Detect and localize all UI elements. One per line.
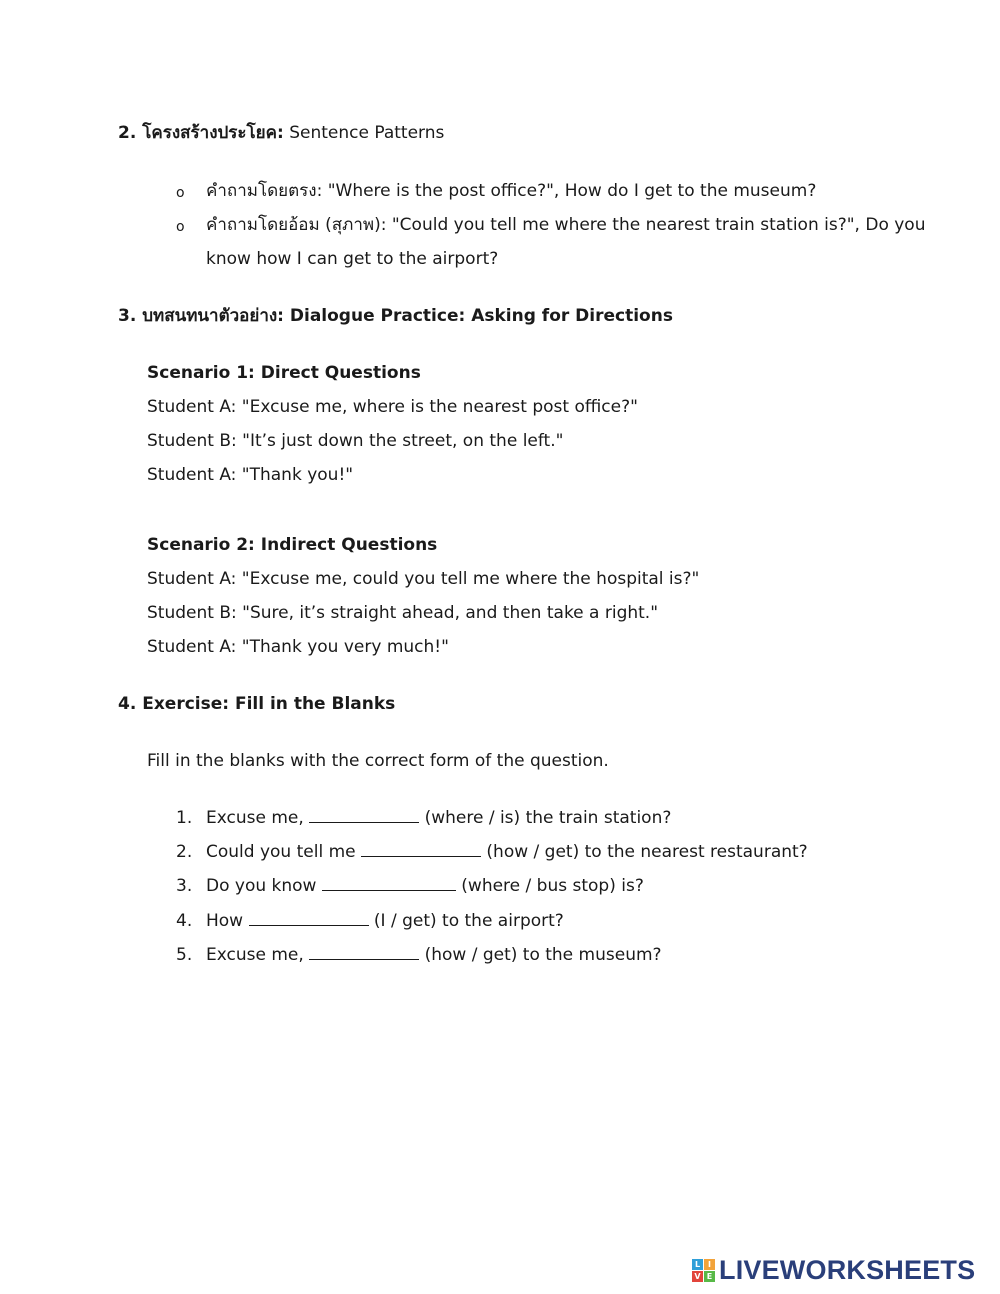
logo-text: LIVEWORKSHEETS (719, 1254, 976, 1285)
exercise-number: 1. (176, 808, 193, 828)
logo-mark-icon (692, 1259, 715, 1282)
answer-blank[interactable] (361, 841, 481, 857)
exercise-instruction: Fill in the blanks with the correct form of the question. (147, 751, 609, 771)
exercise-item (206, 841, 808, 863)
exercise-text-after: (how / get) to the museum? (419, 945, 662, 965)
exercise-number: 2. (176, 842, 193, 862)
scenario-1-title: Scenario 1: Direct Questions (147, 363, 421, 383)
exercise-text-before: Do you know (206, 876, 322, 896)
exercise-number: 3. (176, 876, 193, 896)
answer-blank[interactable] (309, 944, 419, 960)
exercise-text-after: (where / bus stop) is? (455, 876, 644, 896)
logo-mark-i: I (704, 1259, 715, 1270)
dialogue-line: Student A: "Thank you very much!" (147, 637, 449, 657)
bullet-marker: o (176, 219, 185, 235)
exercise-number: 4. (176, 911, 193, 931)
dialogue-line: Student A: "Excuse me, could you tell me where the hospital is?" (147, 569, 700, 589)
exercise-text-before: Could you tell me (206, 842, 362, 862)
exercise-number: 5. (176, 945, 193, 965)
answer-blank[interactable] (309, 807, 419, 823)
dialogue-line: Student A: "Thank you!" (147, 465, 354, 485)
exercise-text-before: How (206, 911, 249, 931)
exercise-item (206, 944, 662, 966)
logo-mark-l: L (692, 1259, 703, 1270)
dialogue-line: Student B: "It’s just down the street, on the left." (147, 431, 564, 451)
pattern-indirect: คำถามโดยอ้อม (สุภาพ): "Could you tell me where the nearest train station is?", Do you (206, 215, 926, 235)
exercise-text-after: (how / get) to the nearest restaurant? (481, 842, 808, 862)
exercise-item (206, 875, 644, 897)
pattern-indirect-continuation: know how I can get to the airport? (206, 249, 499, 269)
section-2-heading-label: 2. โครงสร้างประโยค: (118, 123, 284, 143)
exercise-text-before: Excuse me, (206, 945, 310, 965)
pattern-direct: คำถามโดยตรง: "Where is the post office?", How do I get to the museum? (206, 181, 817, 201)
bullet-marker: o (176, 185, 185, 201)
exercise-text-after: (I / get) to the airport? (368, 911, 564, 931)
dialogue-line: Student B: "Sure, it’s straight ahead, and then take a right." (147, 603, 659, 623)
exercise-text-after: (where / is) the train station? (419, 808, 672, 828)
exercise-item (206, 807, 671, 829)
logo-mark-e: E (704, 1271, 715, 1282)
section-4-heading: 4. Exercise: Fill in the Blanks (118, 694, 396, 714)
dialogue-line: Student A: "Excuse me, where is the nearest post office?" (147, 397, 638, 417)
answer-blank[interactable] (322, 875, 456, 891)
liveworksheets-logo (692, 1255, 975, 1285)
section-3-heading: 3. บทสนทนาตัวอย่าง: Dialogue Practice: Asking for Directions (118, 306, 673, 326)
exercise-text-before: Excuse me, (206, 808, 310, 828)
section-2-heading (118, 122, 444, 144)
scenario-2-title: Scenario 2: Indirect Questions (147, 535, 438, 555)
logo-mark-v: V (692, 1271, 703, 1282)
section-2-heading-title: Sentence Patterns (283, 123, 445, 143)
exercise-item (206, 910, 564, 932)
answer-blank[interactable] (249, 910, 369, 926)
